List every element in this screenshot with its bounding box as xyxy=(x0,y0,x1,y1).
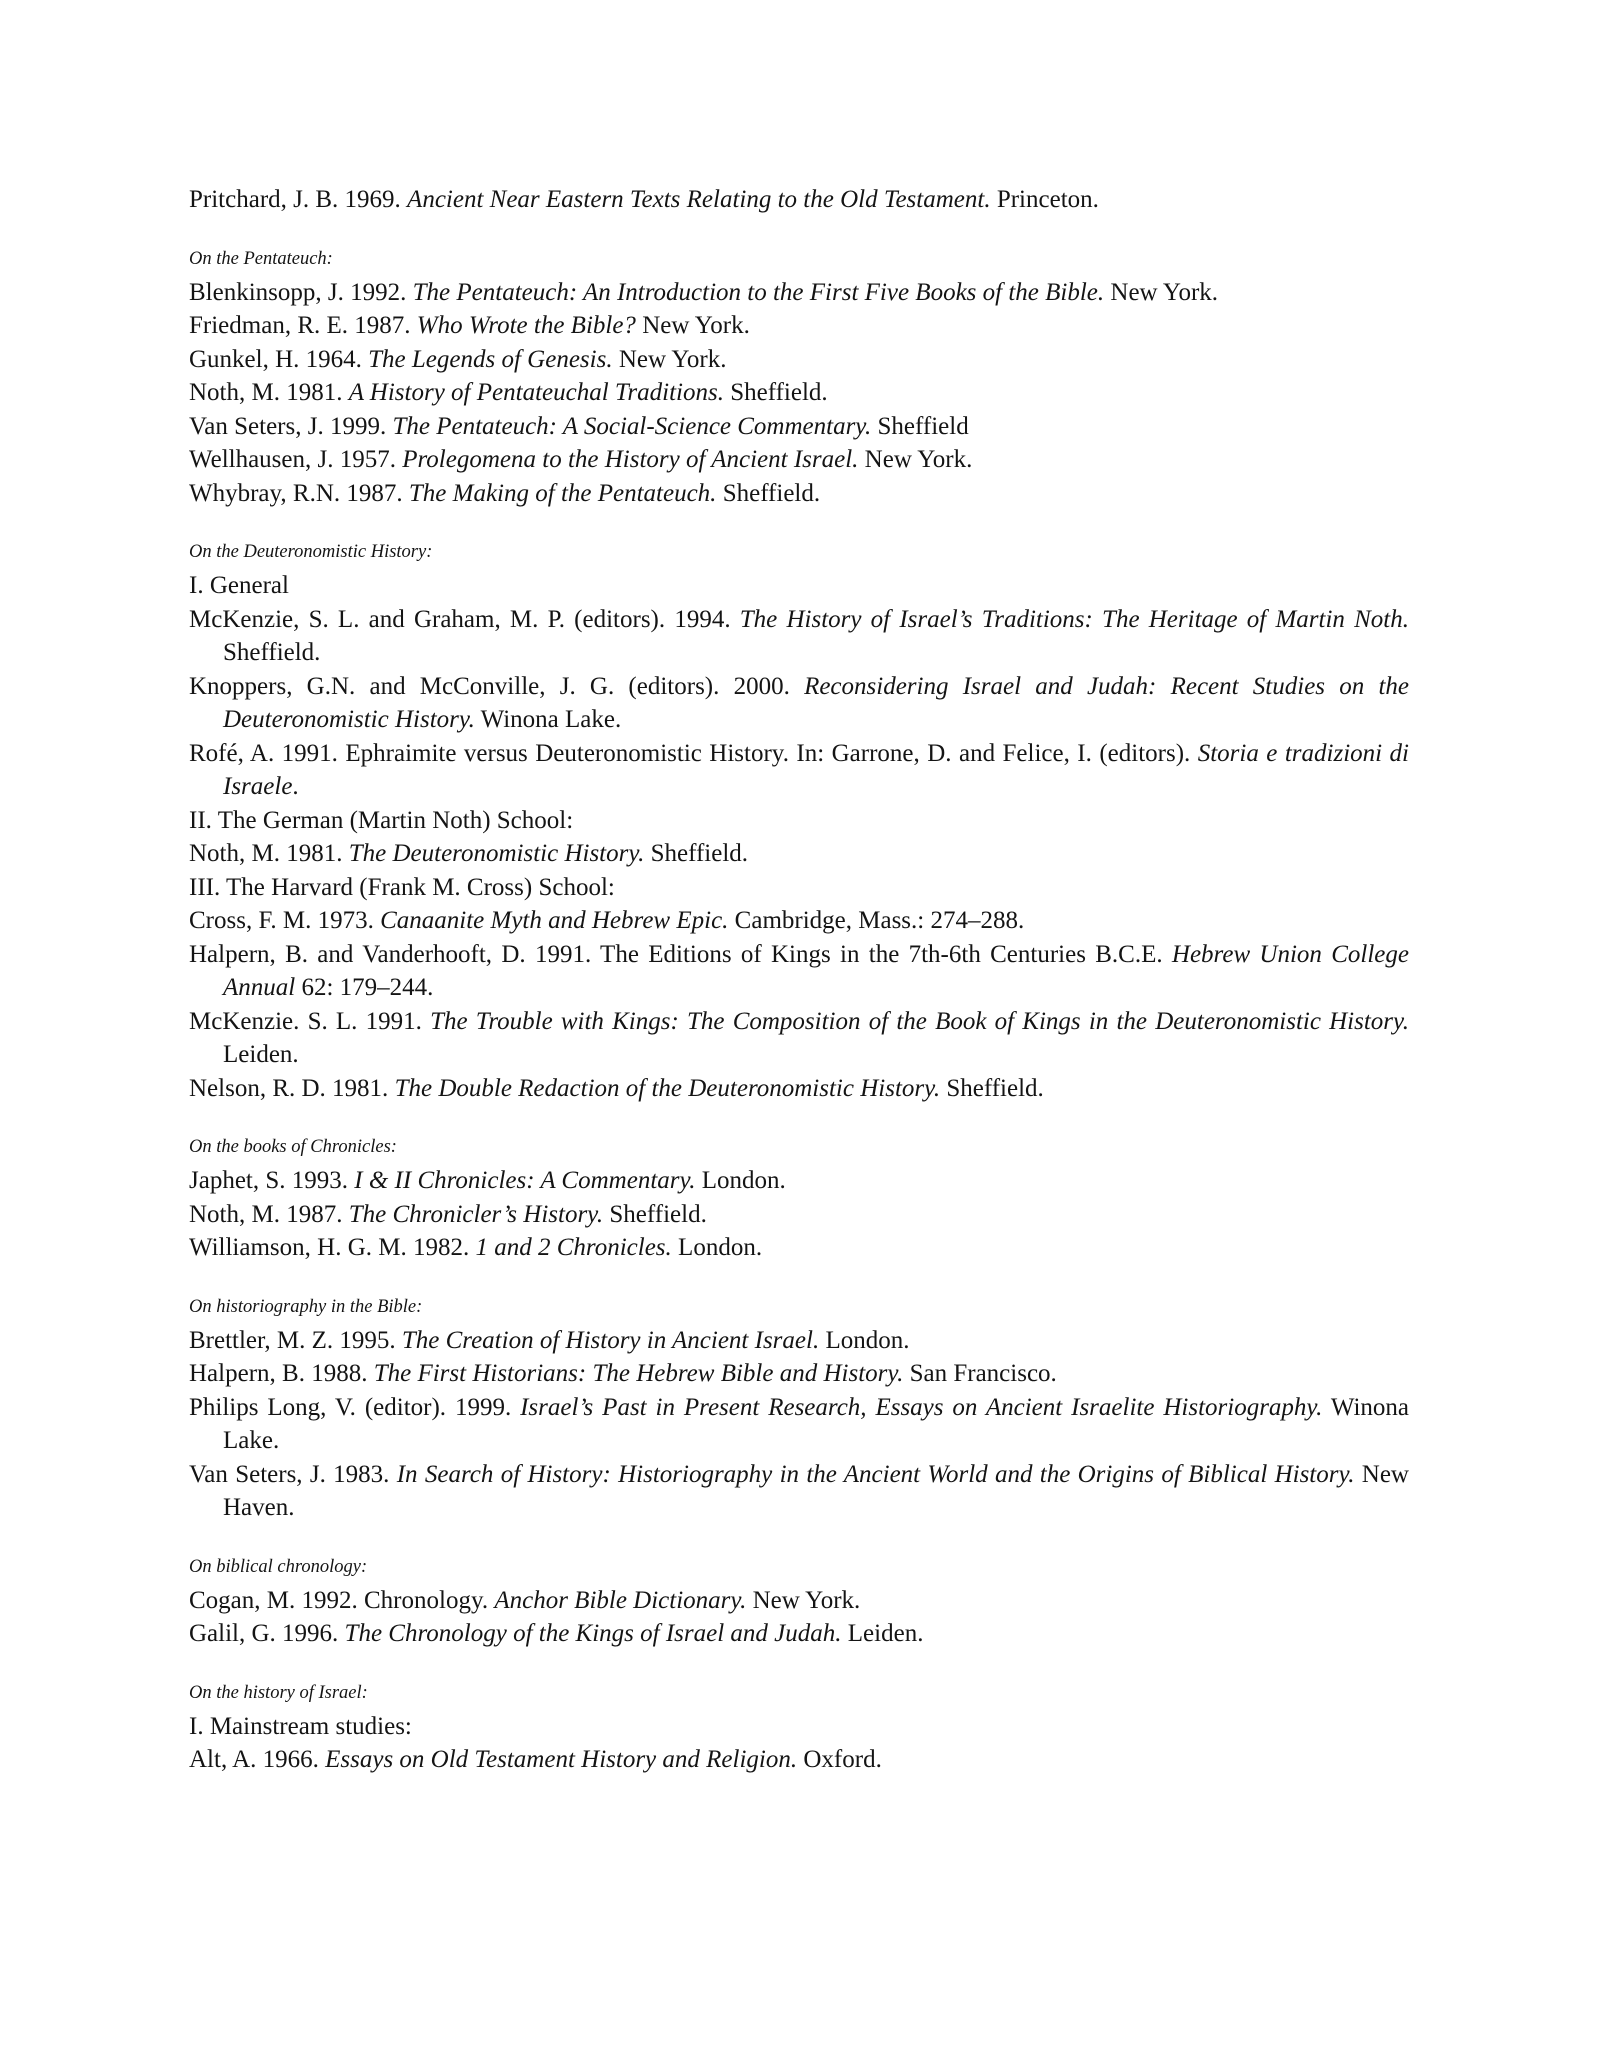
subsection-label: III. The Harvard (Frank M. Cross) School: xyxy=(189,873,615,901)
entry-publisher: New York. xyxy=(746,1586,861,1614)
entry-author-year: Rofé, A. 1991. Ephraimite versus Deuteronomistic History. In: Garrone, D. and Felice, I. (editors). xyxy=(189,739,1198,767)
entry-author-year: Gunkel, H. 1964. xyxy=(189,345,369,373)
bibliography-entry xyxy=(189,737,1409,804)
section-heading: On the history of Israel: xyxy=(189,1682,368,1703)
entry-author-year: Knoppers, G.N. and McConville, J. G. (editors). 2000. xyxy=(189,672,805,700)
entry-author-year: Nelson, R. D. 1981. xyxy=(189,1074,395,1102)
entry-publisher: Winona Lake. xyxy=(474,706,622,733)
bibliography-entry xyxy=(189,477,1409,511)
bibliography-section xyxy=(189,1294,1409,1525)
entry-title: The Chronicler’s History. xyxy=(348,1200,604,1228)
entry-title: Hebrew Union College Annual xyxy=(223,940,1409,1001)
subsection-label: II. The German (Martin Noth) School: xyxy=(189,806,574,834)
entry-author-year: Whybray, R.N. 1987. xyxy=(189,479,409,507)
entry-title: The Deuteronomistic History. xyxy=(348,840,645,867)
entry-author-year: Philips Long, V. (editor). 1999. xyxy=(189,1393,521,1421)
entry-author-year: Noth, M. 1987. xyxy=(189,1200,349,1228)
entry-author-year: Williamson, H. G. M. 1982. xyxy=(189,1234,476,1261)
entry-title: A History of Pentateuchal Traditions. xyxy=(348,379,724,406)
entry-author-year: Cross, F. M. 1973. xyxy=(189,907,381,934)
entry-title: Who Wrote the Bible? xyxy=(416,312,636,339)
entry-publisher: Leiden. xyxy=(841,1620,924,1647)
bibliography-entry xyxy=(189,1164,1409,1198)
entry-title: The Trouble with Kings: The Composition of the Book of Kings in the Deuteronomistic History. xyxy=(430,1007,1410,1035)
entry-author-year: Blenkinsopp, J. 1992. xyxy=(189,278,413,306)
entry-title: The Double Redaction of the Deuteronomistic History. xyxy=(394,1074,941,1102)
section-heading: On biblical chronology: xyxy=(189,1556,368,1577)
bibliography-entry xyxy=(189,603,1409,670)
entry-publisher: Leiden. xyxy=(223,1041,299,1068)
bibliography-section xyxy=(189,539,1409,1105)
bibliography-entry xyxy=(189,904,1409,938)
bibliography-entry xyxy=(189,276,1409,310)
entry-author-year: McKenzie. S. L. 1991. xyxy=(189,1007,431,1035)
entry-author-year: McKenzie, S. L. and Graham, M. P. (editors). 1994. xyxy=(189,605,740,633)
entry-publisher: . xyxy=(292,773,299,800)
entry-publisher: Sheffield xyxy=(871,412,969,440)
bibliography-entry xyxy=(189,443,1409,477)
entry-publisher: Sheffield. xyxy=(723,379,828,406)
intro-entries xyxy=(189,183,1409,217)
entry-title: The Pentateuch: An Introduction to the First Five Books of the Bible. xyxy=(412,278,1105,306)
bibliography-sections xyxy=(189,246,1409,1777)
entry-title: Ancient Near Eastern Texts Relating to the Old Testament. xyxy=(407,186,991,213)
entry-publisher: New York. xyxy=(612,345,727,373)
bibliography-section xyxy=(189,1554,1409,1651)
entry-title: 1 and 2 Chronicles. xyxy=(475,1234,672,1261)
entry-publisher: London. xyxy=(671,1234,763,1261)
entry-author-year: Halpern, B. 1988. xyxy=(189,1360,374,1387)
section-heading: On the Deuteronomistic History: xyxy=(189,542,433,562)
entry-title: Storia e tradizioni di Israele xyxy=(223,739,1409,800)
subsection-label: I. Mainstream studies: xyxy=(189,1712,412,1740)
entry-publisher: Princeton. xyxy=(990,186,1099,213)
entry-publisher: Winona Lake. xyxy=(223,1393,1409,1454)
bibliography-section xyxy=(189,1134,1409,1265)
bibliography-entry xyxy=(189,1743,1409,1777)
entry-title: Israel’s Past in Present Research, Essays on Ancient Israelite Historiography. xyxy=(520,1393,1323,1421)
entry-author-year: Noth, M. 1981. xyxy=(189,379,349,406)
subsection-label: I. General xyxy=(189,572,289,599)
entry-author-year: Galil, G. 1996. xyxy=(189,1620,345,1647)
entry-publisher: New York. xyxy=(635,312,750,339)
entry-publisher: 62: 179–244. xyxy=(295,974,434,1001)
entry-publisher: New Haven. xyxy=(223,1460,1409,1521)
bibliography-entry xyxy=(189,1584,1409,1618)
bibliography-page xyxy=(189,183,1409,1777)
entry-author-year: Brettler, M. Z. 1995. xyxy=(189,1326,402,1354)
bibliography-entry xyxy=(189,376,1409,410)
entry-author-year: Japhet, S. 1993. xyxy=(189,1167,355,1194)
entry-author-year: Wellhausen, J. 1957. xyxy=(189,446,403,473)
entry-author-year: Van Seters, J. 1999. xyxy=(189,412,393,440)
bibliography-section xyxy=(189,1680,1409,1777)
entry-title: Reconsidering Israel and Judah: Recent Studies on the Deuteronomistic History. xyxy=(223,672,1409,733)
entry-publisher: Sheffield. xyxy=(940,1074,1044,1102)
section-heading: On historiography in the Bible: xyxy=(189,1296,423,1317)
entry-title: The First Historians: The Hebrew Bible and History. xyxy=(373,1360,904,1387)
entry-title: I & II Chronicles: A Commentary. xyxy=(354,1167,696,1194)
bibliography-entry xyxy=(189,1458,1409,1525)
entry-publisher: San Francisco. xyxy=(903,1360,1057,1387)
bibliography-entry xyxy=(189,670,1409,737)
bibliography-entry xyxy=(189,1617,1409,1651)
entry-title: The Chronology of the Kings of Israel and Judah. xyxy=(344,1620,842,1647)
bibliography-entry xyxy=(189,837,1409,871)
bibliography-entry xyxy=(189,183,1409,217)
bibliography-entry xyxy=(189,1198,1409,1232)
bibliography-entry xyxy=(189,1072,1409,1106)
entry-title: The Creation of History in Ancient Israel. xyxy=(401,1326,820,1354)
entry-title: Canaanite Myth and Hebrew Epic. xyxy=(380,907,729,934)
entry-title: Prolegomena to the History of Ancient Israel. xyxy=(402,446,859,473)
entry-publisher: Sheffield. xyxy=(603,1200,707,1228)
bibliography-entry xyxy=(189,938,1409,1005)
section-heading: On the Pentateuch: xyxy=(189,248,333,269)
entry-author-year: Friedman, R. E. 1987. xyxy=(189,312,417,339)
entry-title: The History of Israel’s Traditions: The Heritage of Martin Noth. xyxy=(739,605,1409,633)
entry-author-year: Pritchard, J. B. 1969. xyxy=(189,186,408,213)
entry-publisher: London. xyxy=(695,1167,786,1194)
entry-title: The Legends of Genesis. xyxy=(368,345,613,373)
entry-title: In Search of History: Historiography in the Ancient World and the Origins of Biblical History. xyxy=(396,1460,1355,1488)
bibliography-entry xyxy=(189,1324,1409,1358)
bibliography-entry xyxy=(189,1231,1409,1265)
entry-author-year: Noth, M. 1981. xyxy=(189,840,349,867)
section-heading: On the books of Chronicles: xyxy=(189,1137,397,1157)
entry-publisher: Sheffield. xyxy=(223,639,321,666)
entry-publisher: Oxford. xyxy=(797,1746,882,1773)
entry-publisher: New York. xyxy=(858,446,973,473)
bibliography-entry xyxy=(189,343,1409,377)
entry-title: The Pentateuch: A Social-Science Commentary. xyxy=(392,412,872,440)
entry-author-year: Alt, A. 1966. xyxy=(189,1746,326,1773)
entry-publisher: Sheffield. xyxy=(716,479,821,507)
bibliography-entry xyxy=(189,1391,1409,1458)
entry-publisher: Cambridge, Mass.: 274–288. xyxy=(728,907,1025,934)
entry-author-year: Van Seters, J. 1983. xyxy=(189,1460,397,1488)
entry-publisher: London. xyxy=(819,1326,910,1354)
bibliography-entry xyxy=(189,1005,1409,1072)
bibliography-entry xyxy=(189,309,1409,343)
entry-title: The Making of the Pentateuch. xyxy=(408,479,717,507)
bibliography-entry xyxy=(189,410,1409,444)
bibliography-section xyxy=(189,246,1409,511)
entry-title: Essays on Old Testament History and Religion. xyxy=(325,1746,798,1773)
bibliography-entry xyxy=(189,1357,1409,1391)
entry-author-year: Halpern, B. and Vanderhooft, D. 1991. The Editions of Kings in the 7th-6th Centuries B.C.E. xyxy=(189,940,1172,968)
entry-publisher: Sheffield. xyxy=(644,840,749,867)
entry-publisher: New York. xyxy=(1104,278,1219,306)
entry-title: Anchor Bible Dictionary. xyxy=(494,1586,747,1614)
entry-author-year: Cogan, M. 1992. Chronology. xyxy=(189,1586,495,1614)
